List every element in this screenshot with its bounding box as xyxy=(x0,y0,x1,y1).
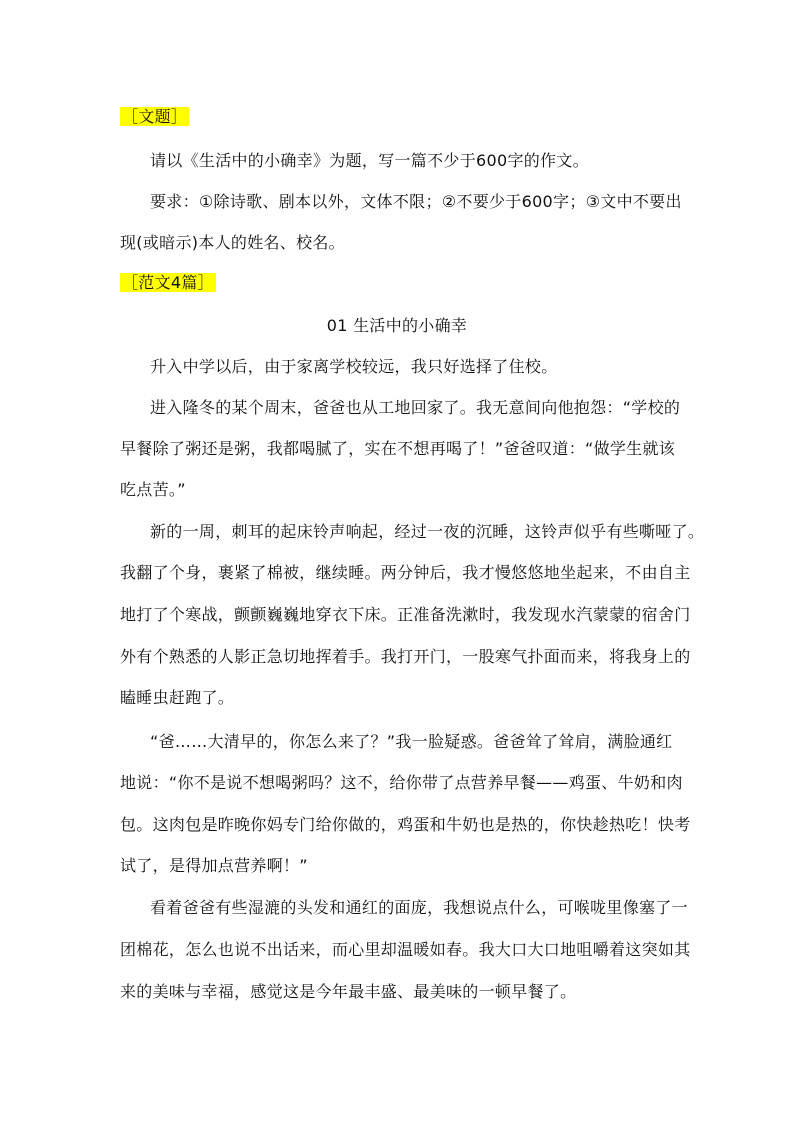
essay-line: 地说：“你不是说不想喝粥吗？这不，给你带了点营养早餐——鸡蛋、牛奶和肉 xyxy=(120,773,683,792)
essay-line: 看着爸爸有些湿漉的头发和通红的面庞，我想说点什么，可喉咙里像塞了一 xyxy=(150,898,688,917)
essay-line: 包。这肉包是昨晚你妈专门给你做的，鸡蛋和牛奶也是热的，你快趁热吃！快考 xyxy=(120,815,691,834)
essay-title: 01 生活中的小确幸 xyxy=(326,316,468,335)
prompt-line-2: 要求：①除诗歌、剧本以外，文体不限；②不要少于600字；③文中不要出 xyxy=(150,192,682,211)
essay-line: “爸……大清早的，你怎么来了？”我一脸疑惑。爸爸耸了耸肩，满脸通红 xyxy=(150,732,673,751)
essay-line: 外有个熟悉的人影正急切地挥着手。我打开门，一股寒气扑面而来，将我身上的 xyxy=(120,647,691,666)
essay-line: 团棉花，怎么也说不出话来，而心里却温暖如春。我大口大口地咀嚼着这突如其 xyxy=(120,940,691,959)
essay-line: 试了，是得加点营养啊！” xyxy=(120,856,308,875)
highlighted-label: ［文题］ xyxy=(122,107,188,126)
highlighted-label: ［范文4篇］ xyxy=(122,273,214,292)
essay-line: 我翻了个身，裹紧了棉被，继续睡。两分钟后，我才慢悠悠地坐起来，不由自主 xyxy=(120,563,691,582)
essay-line: 升入中学以后，由于家离学校较远，我只好选择了住校。 xyxy=(150,357,558,376)
essay-line: 进入隆冬的某个周末，爸爸也从工地回家了。我无意间向他抱怨：“学校的 xyxy=(150,398,681,417)
prompt-line-3: 现(或暗示)本人的姓名、校名。 xyxy=(120,233,345,252)
essay-line: 吃点苦。” xyxy=(120,480,186,499)
essay-line: 瞌睡虫赶跑了。 xyxy=(120,688,235,707)
prompt-section-label xyxy=(120,106,189,128)
prompt-line-1: 请以《生活中的小确幸》为题，写一篇不少于600字的作文。 xyxy=(150,151,589,170)
essay-line: 来的美味与幸福，感觉这是今年最丰盛、最美味的一顿早餐了。 xyxy=(120,982,577,1001)
essay-line: 早餐除了粥还是粥，我都喝腻了，实在不想再喝了！”爸爸叹道：“做学生就该 xyxy=(120,439,676,458)
essay-line: 新的一周，刺耳的起床铃声响起，经过一夜的沉睡，这铃声似乎有些嘶哑了。 xyxy=(150,522,705,541)
samples-section-label xyxy=(120,272,216,294)
essay-line: 地打了个寒战，颤颤巍巍地穿衣下床。正准备洗漱时，我发现水汽蒙蒙的宿舍门 xyxy=(120,605,691,624)
